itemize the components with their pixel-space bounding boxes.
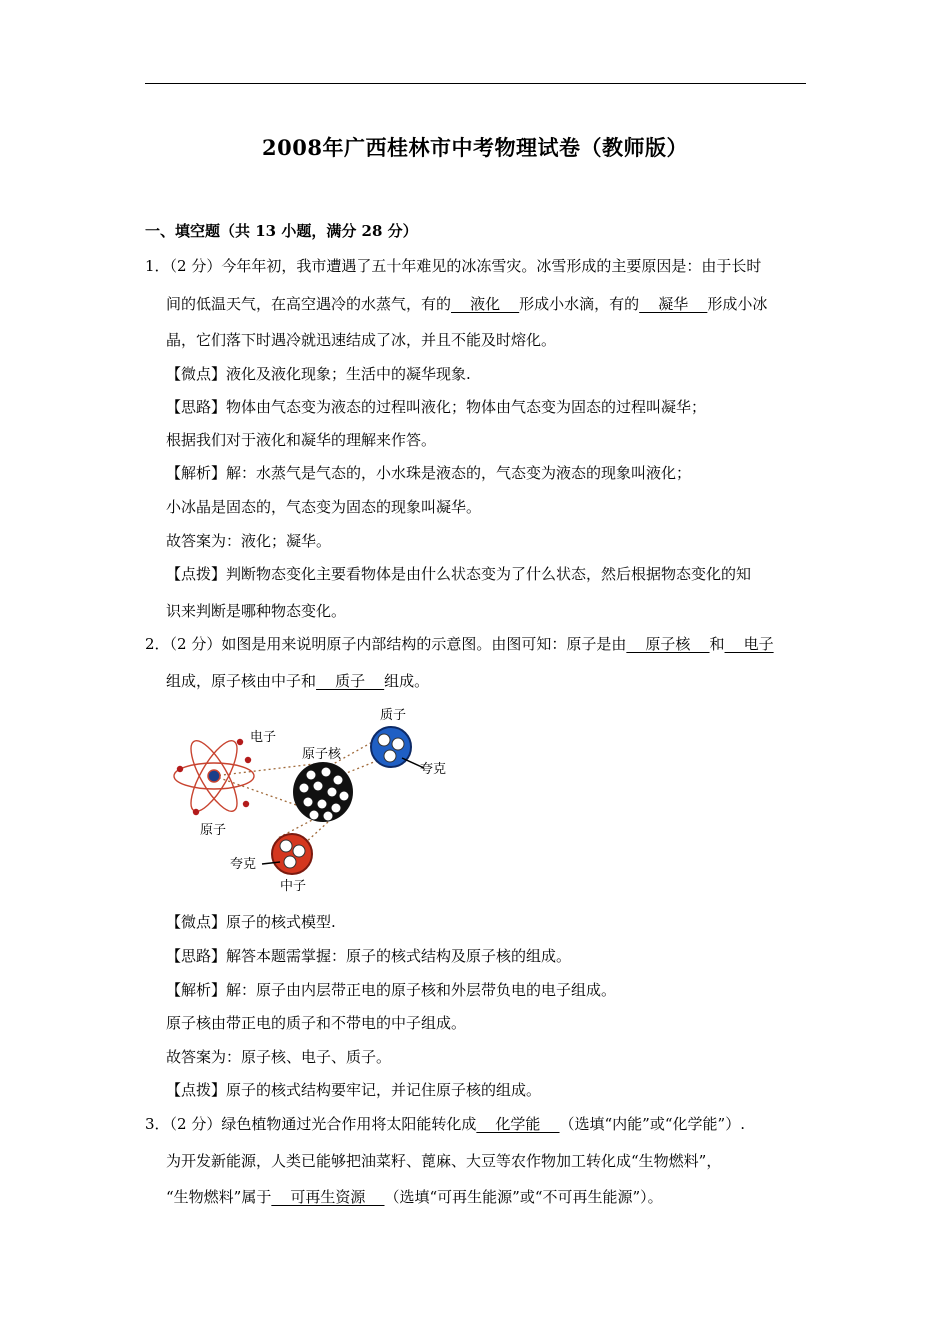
- q2-dianbo: 【点拨】原子的核式结构要牢记，并记住原子核的组成。: [166, 1081, 542, 1099]
- q2-text-a: 2．（2 分）如图是用来说明原子内部结构的示意图。由图可知：原子是由: [145, 635, 627, 653]
- q2-text-d: 组成。: [384, 672, 430, 690]
- proton-model: [371, 727, 424, 768]
- q2-answer-1: 原子核: [626, 635, 710, 653]
- q1-answer: 故答案为：液化；凝华。: [166, 532, 332, 550]
- label-quark-2: 夸克: [230, 857, 257, 872]
- q3-line3: [166, 1187, 663, 1207]
- label-atom: 原子: [200, 823, 227, 838]
- q2-weidian: 【微点】原子的核式模型.: [166, 913, 336, 931]
- label-neutron: 中子: [280, 879, 307, 894]
- q1-answer-1: 液化: [451, 295, 520, 313]
- q3-text-a: 3．（2 分）绿色植物通过光合作用将太阳能转化成: [145, 1115, 477, 1133]
- q1-text-a: 间的低温天气，在高空遇冷的水蒸气，有的: [166, 295, 452, 313]
- q1-jiexi-1: 【解析】解：水蒸气是气态的，小水珠是液态的，气态变为液态的现象叫液化；: [166, 464, 692, 482]
- q1-answer-2: 凝华: [639, 295, 708, 313]
- q1-text-b: 形成小水滴，有的: [519, 295, 640, 313]
- section-heading: 一、填空题（共 13 小题，满分 28 分）: [145, 222, 418, 240]
- label-quark-1: 夸克: [420, 762, 447, 777]
- label-nucleus: 原子核: [302, 747, 342, 762]
- atom-structure-figure: [166, 700, 461, 900]
- q1-weidian: 【微点】液化及液化现象；生活中的凝华现象.: [166, 365, 471, 383]
- q3-text-d: （选填“可再生能源”或“不可再生能源”）。: [384, 1188, 663, 1206]
- q1-jiexi-2: 小冰晶是固态的，气态变为固态的现象叫凝华。: [166, 498, 482, 516]
- q1-silu-2: 根据我们对于液化和凝华的理解来作答。: [166, 431, 437, 449]
- q1-line1: 1．（2 分）今年年初，我市遭遇了五十年难见的冰冻雪灾。冰雪形成的主要原因是：由于长时: [145, 257, 762, 275]
- q2-jiexi-1: 【解析】解：原子由内层带正电的原子核和外层带负电的电子组成。: [166, 981, 617, 999]
- nucleus-dot: [208, 770, 220, 782]
- q3-answer-1: 化学能: [476, 1115, 560, 1133]
- q2-line1: [145, 634, 774, 654]
- header-rule: [145, 83, 806, 84]
- q2-jiexi-2: 原子核由带正电的质子和不带电的中子组成。: [166, 1014, 467, 1032]
- q3-text-c: “生物燃料”属于: [166, 1188, 272, 1206]
- nucleus-cluster: [293, 762, 353, 822]
- q2-text-b: 和: [709, 635, 725, 653]
- q2-answer-2: 电子: [724, 635, 774, 653]
- q3-line2: 为开发新能源，人类已能够把油菜籽、蓖麻、大豆等农作物加工转化成“生物燃料”，: [166, 1152, 722, 1170]
- q2-text-c: 组成，原子核由中子和: [166, 672, 317, 690]
- q1-text-c: 形成小冰: [707, 295, 768, 313]
- q2-answer: 故答案为：原子核、电子、质子。: [166, 1048, 392, 1066]
- q1-line3: 晶，它们落下时遇冷就迅速结成了冰，并且不能及时熔化。: [166, 331, 557, 349]
- q2-line2: [166, 671, 429, 691]
- q3-answer-2: 可再生资源: [271, 1188, 385, 1206]
- page-title: 2008年广西桂林市中考物理试卷（教师版）: [262, 135, 688, 160]
- q1-dianbo-1: 【点拨】判断物态变化主要看物体是由什么状态变为了什么状态，然后根据物态变化的知: [166, 565, 752, 583]
- q3-line1: [145, 1114, 745, 1134]
- q2-silu: 【思路】解答本题需掌握：原子的核式结构及原子核的组成。: [166, 947, 572, 965]
- q2-answer-3: 质子: [316, 672, 385, 690]
- q1-dianbo-2: 识来判断是哪种物态变化。: [166, 602, 347, 620]
- q3-text-b: （选填“内能”或“化学能”）.: [559, 1115, 745, 1133]
- q1-line2: [166, 294, 767, 314]
- neutron-model: [262, 834, 312, 874]
- q1-silu-1: 【思路】物体由气态变为液态的过程叫液化；物体由气态变为固态的过程叫凝华；: [166, 398, 707, 416]
- label-electron: 电子: [250, 730, 277, 745]
- label-proton: 质子: [380, 708, 407, 723]
